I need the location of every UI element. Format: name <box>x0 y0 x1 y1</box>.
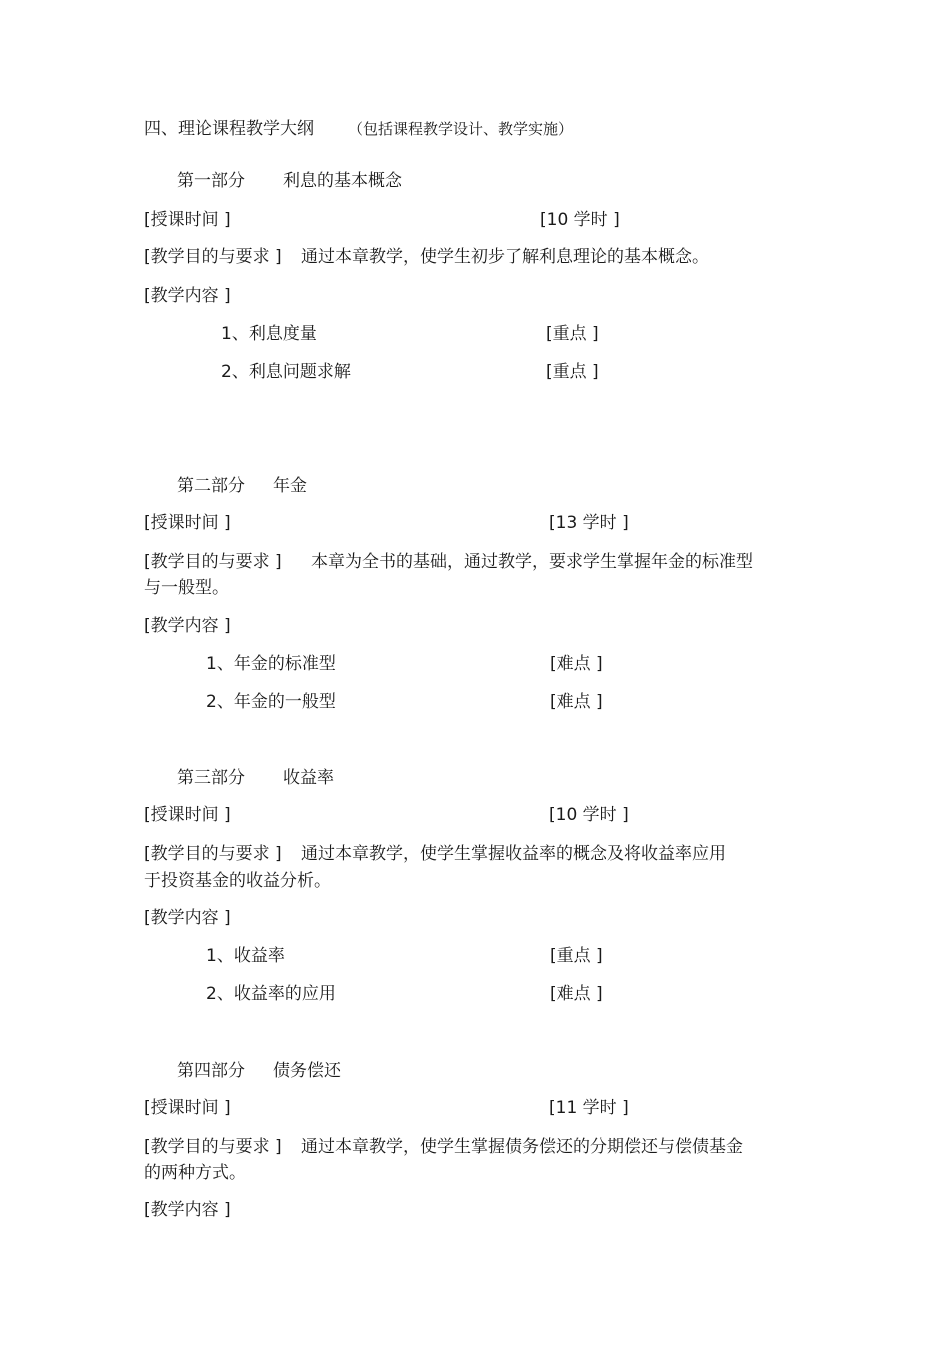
section-part-label: 第三部分 <box>177 768 245 788</box>
teaching-hours: [10 学时 ] <box>540 210 620 230</box>
content-item-tag: [难点 ] <box>550 654 603 674</box>
content-item: 2、年金的一般型 <box>206 692 336 712</box>
teaching-hours: [13 学时 ] <box>549 513 629 533</box>
goal-label: [教学目的与要求 ] <box>144 844 282 864</box>
goal-label: [教学目的与要求 ] <box>144 247 282 267</box>
content-item-tag: [难点 ] <box>550 984 603 1004</box>
content-label: [教学内容 ] <box>144 286 231 306</box>
content-item: 1、收益率 <box>206 946 285 966</box>
section-topic: 年金 <box>273 476 307 496</box>
teaching-time-label: [授课时间 ] <box>144 1098 231 1118</box>
goal-text-continued: 于投资基金的收益分析。 <box>144 871 331 891</box>
section-topic: 债务偿还 <box>273 1061 341 1081</box>
goal-label: [教学目的与要求 ] <box>144 1137 282 1157</box>
page-title-note: （包括课程教学设计、教学实施） <box>348 120 574 138</box>
content-item-tag: [重点 ] <box>546 362 599 382</box>
content-item-tag: [重点 ] <box>546 324 599 344</box>
content-label: [教学内容 ] <box>144 616 231 636</box>
content-item: 1、利息度量 <box>221 324 317 344</box>
section-topic: 收益率 <box>283 768 334 788</box>
goal-text: 通过本章教学，使学生掌握收益率的概念及将收益率应用 <box>301 844 726 864</box>
content-item: 2、收益率的应用 <box>206 984 336 1004</box>
content-item-tag: [难点 ] <box>550 692 603 712</box>
teaching-hours: [10 学时 ] <box>549 805 629 825</box>
goal-text: 本章为全书的基础，通过教学，要求学生掌握年金的标准型 <box>311 552 753 572</box>
section-part-label: 第一部分 <box>177 171 245 191</box>
content-label: [教学内容 ] <box>144 1200 231 1220</box>
page-title: 四、理论课程教学大纲 <box>144 119 314 139</box>
teaching-time-label: [授课时间 ] <box>144 513 231 533</box>
teaching-time-label: [授课时间 ] <box>144 805 231 825</box>
teaching-time-label: [授课时间 ] <box>144 210 231 230</box>
section-part-label: 第二部分 <box>177 476 245 496</box>
goal-text: 通过本章教学，使学生掌握债务偿还的分期偿还与偿债基金 <box>301 1137 743 1157</box>
content-label: [教学内容 ] <box>144 908 231 928</box>
goal-text: 通过本章教学，使学生初步了解利息理论的基本概念。 <box>301 247 709 267</box>
goal-label: [教学目的与要求 ] <box>144 552 282 572</box>
content-item: 2、利息问题求解 <box>221 362 351 382</box>
goal-text-continued: 的两种方式。 <box>144 1163 246 1183</box>
teaching-hours: [11 学时 ] <box>549 1098 629 1118</box>
section-topic: 利息的基本概念 <box>283 171 402 191</box>
content-item: 1、年金的标准型 <box>206 654 336 674</box>
section-part-label: 第四部分 <box>177 1061 245 1081</box>
goal-text-continued: 与一般型。 <box>144 578 229 598</box>
content-item-tag: [重点 ] <box>550 946 603 966</box>
